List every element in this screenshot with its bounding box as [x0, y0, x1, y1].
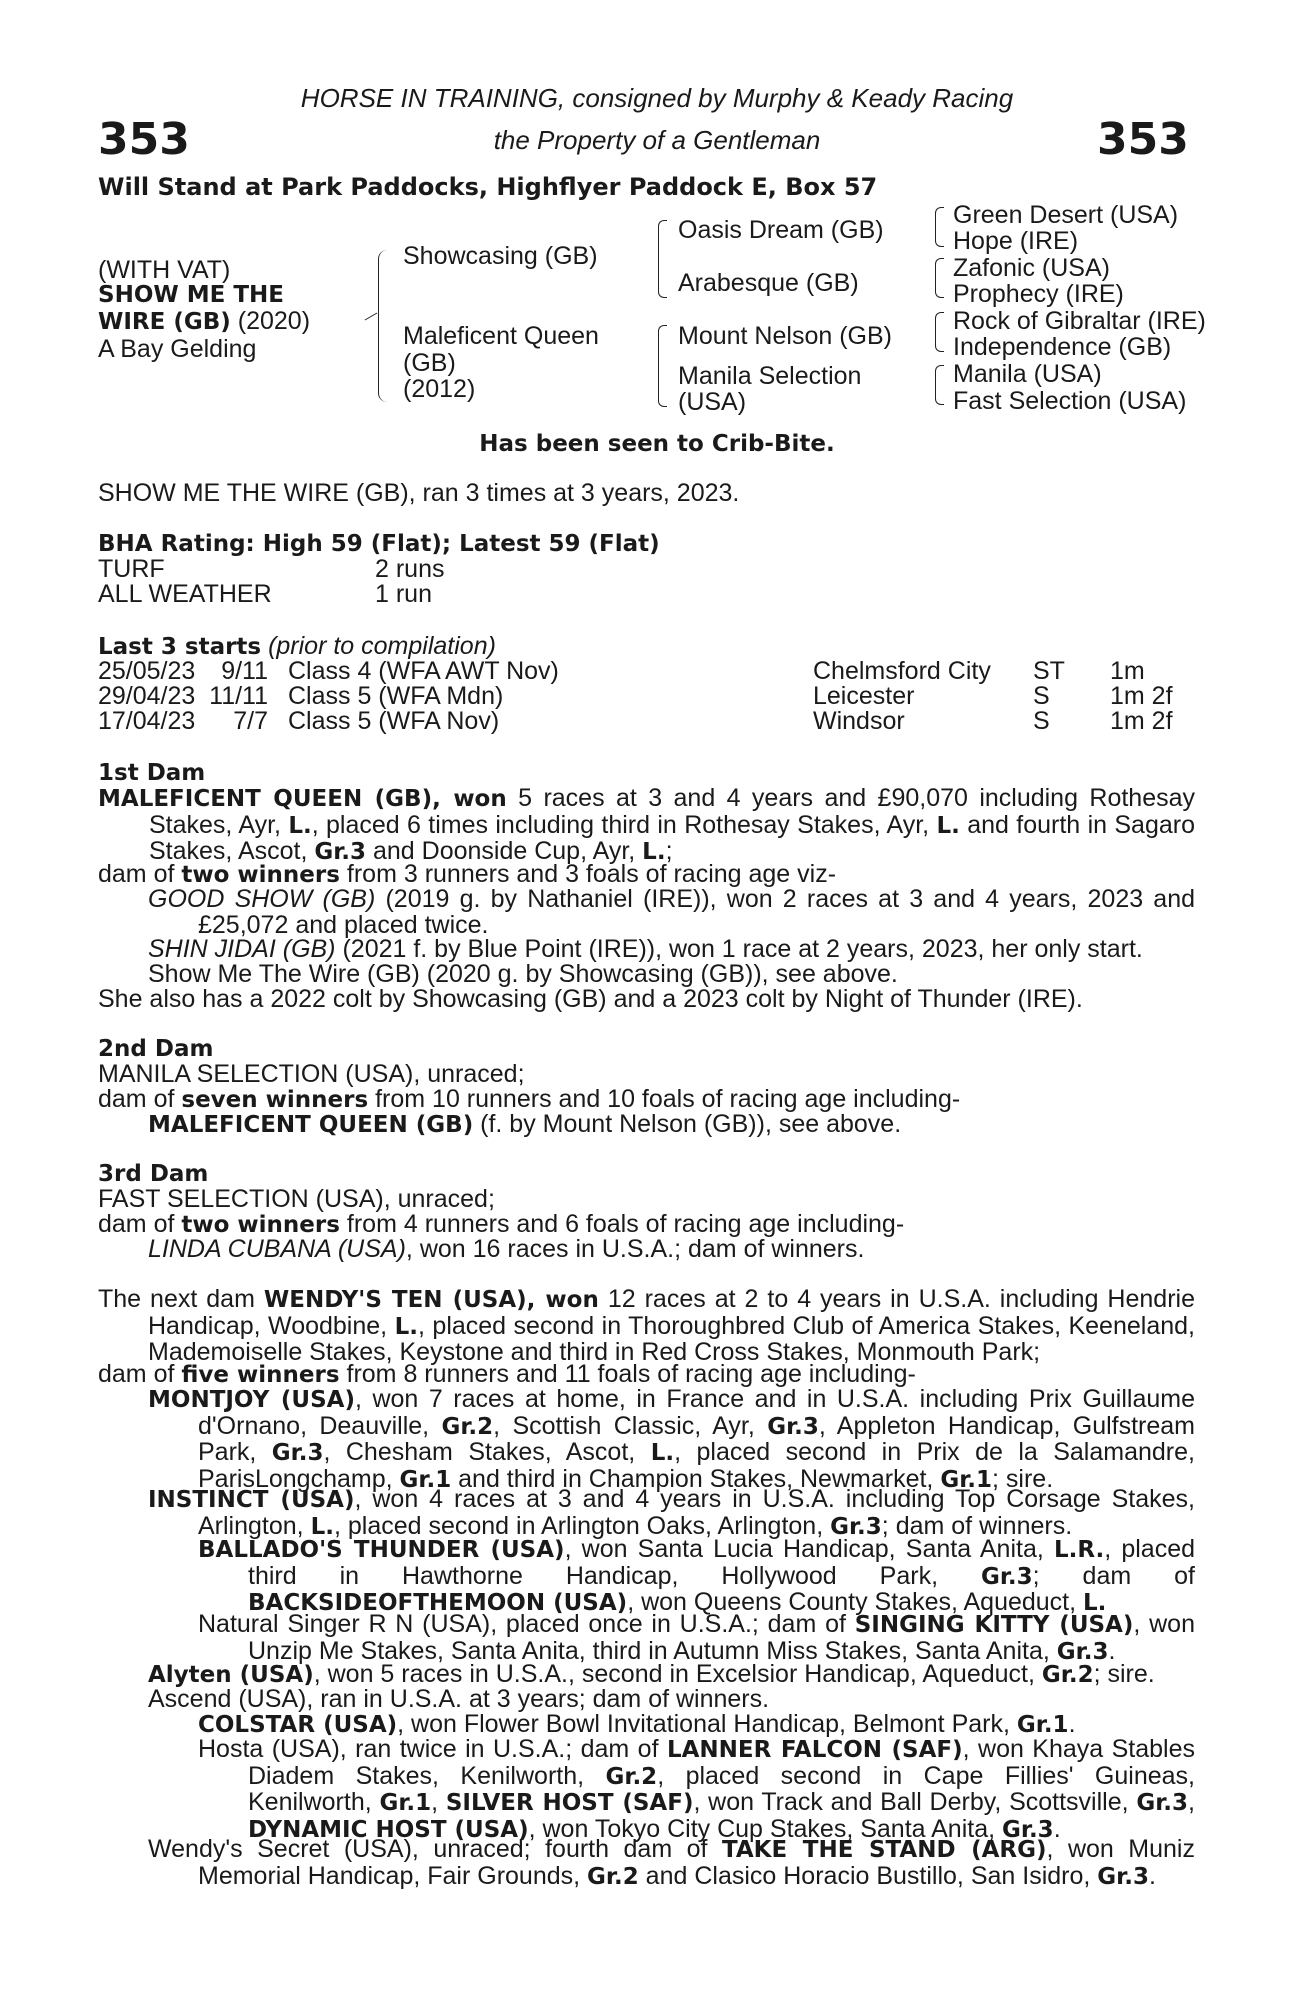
brace-ggs-3	[935, 312, 944, 352]
third-dam-heading: 3rd Dam	[98, 1161, 209, 1187]
start-dist: 1m 2f	[1110, 682, 1173, 710]
start-dist: 1m	[1110, 657, 1145, 685]
brace-dam-line	[658, 325, 667, 407]
record-text: ;	[665, 837, 673, 865]
start-date: 25/05/23	[98, 657, 196, 685]
produce-hosta: Hosta (USA), ran twice in U.S.A.; dam of LANNER FALCON (SAF), won Khaya Stables Diadem Stakes, Kenilworth, Gr.2, placed second in Cape Fillies' Guineas, Kenilworth, Gr.1, SILVER HOST (SAF), won Track and Ball Derby, Scottsville, Gr.3, DYNAMIC HOST (USA), won Tokyo City Cup Stakes, Santa Anita, Gr.3.	[198, 1735, 1196, 1843]
first-dam-heading: 1st Dam	[98, 760, 206, 786]
start-date: 17/04/23	[98, 707, 196, 735]
start-course: Chelmsford City	[813, 657, 991, 685]
produce-colstar: COLSTAR (USA), won Flower Bowl Invitational Handicap, Belmont Park, Gr.1.	[198, 1710, 1076, 1738]
ggs-manila: Manila (USA)	[953, 360, 1102, 388]
third-dam-name: FAST SELECTION (USA), unraced;	[98, 1185, 495, 1213]
sire-sire: Oasis Dream (GB)	[678, 216, 884, 244]
listed-badge: L.	[288, 812, 312, 839]
runs-aw: 1 run	[375, 580, 432, 608]
ggs-zafonic: Zafonic (USA)	[953, 254, 1110, 282]
dam-line2: (GB)	[403, 349, 456, 377]
start-dist: 1m 2f	[1110, 707, 1173, 735]
brace-point	[365, 313, 378, 321]
ggs-fast-selection: Fast Selection (USA)	[953, 387, 1187, 415]
start-race: Class 4 (WFA AWT Nov)	[288, 657, 559, 685]
first-dam-damof: dam of two winners from 3 runners and 3 foals of racing age viz-	[98, 860, 837, 888]
produce-alyten: Alyten (USA), won 5 races in U.S.A., second in Excelsior Handicap, Aqueduct, Gr.2; sire.	[148, 1660, 1155, 1688]
next-dam-name: WENDY'S TEN (USA)	[263, 1287, 527, 1313]
surface-aw: ALL WEATHER	[98, 580, 272, 608]
starts-table	[98, 659, 1198, 739]
produce-ballados-thunder: BALLADO'S THUNDER (USA), won Santa Lucia Handicap, Santa Anita, L.R., placed third in Hawthorne Handicap, Hollywood Park, Gr.3; dam of BACKSIDEOFTHEMOON (USA), won Queens County Stakes, Aqueduct, L.	[198, 1535, 1196, 1616]
start-course: Windsor	[813, 707, 905, 735]
second-dam-heading: 2nd Dam	[98, 1036, 214, 1062]
dam-line1: Maleficent Queen	[403, 322, 599, 350]
second-dam-name: MANILA SELECTION (USA), unraced;	[98, 1060, 525, 1088]
first-dam-record	[47, 786, 1195, 866]
produce-wendys-secret: Wendy's Secret (USA), unraced; fourth dam of TAKE THE STAND (ARG), won Muniz Memorial Handicap, Fair Grounds, Gr.2 and Clasico Horacio Bustillo, San Isidro, Gr.3.	[148, 1835, 1195, 1890]
first-dam-also: She also has a 2022 colt by Showcasing (GB) and a 2023 colt by Night of Thunder (IRE).	[98, 985, 1083, 1013]
race-summary: SHOW ME THE WIRE (GB), ran 3 times at 3 years, 2023.	[98, 479, 740, 507]
dam-line3: (2012)	[403, 375, 476, 403]
start-going: ST	[1033, 657, 1065, 685]
produce-ascend: Ascend (USA), ran in U.S.A. at 3 years; dam of winners.	[148, 1685, 770, 1713]
runs-turf: 2 runs	[375, 555, 445, 583]
listed-badge: L.	[936, 812, 960, 839]
produce-name: SHIN JIDAI (GB)	[148, 935, 336, 963]
ggs-prophecy: Prophecy (IRE)	[953, 280, 1124, 308]
horse-name-line2	[98, 309, 310, 336]
won-label: won	[545, 1287, 599, 1313]
horse-year: (2020)	[237, 307, 311, 335]
property-title: the Property of a Gentleman	[493, 125, 821, 155]
stand-location: Will Stand at Park Paddocks, Highflyer Paddock E, Box 57	[98, 173, 878, 201]
group-badge: Gr.3	[314, 839, 367, 865]
winners-count: two winners	[181, 1212, 340, 1238]
produce-shin-jidai: SHIN JIDAI (GB) (2021 f. by Blue Point (IRE)), won 1 race at 2 years, 2023, her only start.	[148, 935, 1143, 963]
ggs-hope: Hope (IRE)	[953, 227, 1079, 255]
produce-name: LINDA CUBANA (USA)	[148, 1235, 406, 1263]
brace-ggs-1	[935, 207, 944, 247]
record-text: and Doonside Cup, Ayr,	[366, 837, 643, 865]
winners-count: seven winners	[181, 1087, 369, 1113]
produce-instinct: INSTINCT (USA), won 4 races at 3 and 4 years in U.S.A. including Top Corsage Stakes, Arlington, L., placed second in Arlington Oaks, Arlington, Gr.3; dam of winners.	[148, 1485, 1195, 1540]
second-dam-produce: MALEFICENT QUEEN (GB) (f. by Mount Nelson (GB)), see above.	[148, 1110, 902, 1138]
second-dam-damof: dam of seven winners from 10 runners and 10 foals of racing age including-	[98, 1085, 961, 1113]
start-pos: 9/11	[221, 657, 268, 685]
start-pos: 7/7	[233, 707, 268, 735]
first-dam-name: MALEFICENT QUEEN (GB)	[98, 786, 433, 812]
brace-ggs-4	[935, 365, 944, 405]
sire-dam: Arabesque (GB)	[678, 269, 859, 297]
produce-name: MALEFICENT QUEEN (GB)	[148, 1112, 474, 1138]
surface-turf: TURF	[98, 555, 165, 583]
third-dam-damof: dam of two winners from 4 runners and 6 foals of racing age including-	[98, 1210, 905, 1238]
next-dam-damof: dam of five winners from 8 runners and 11 foals of racing age including-	[98, 1360, 916, 1388]
ggs-independence: Independence (GB)	[953, 333, 1172, 361]
produce-show-me-the-wire: Show Me The Wire (GB) (2020 g. by Showcasing (GB)), see above.	[148, 960, 898, 988]
ggs-green-desert: Green Desert (USA)	[953, 201, 1179, 229]
horse-description: A Bay Gelding	[98, 335, 257, 363]
produce-name: MONTJOY (USA)	[148, 1387, 355, 1413]
produce-name: Alyten (USA)	[148, 1662, 314, 1688]
start-race: Class 5 (WFA Mdn)	[288, 682, 504, 710]
produce-name: SINGING KITTY (USA)	[854, 1612, 1134, 1638]
listed-badge: L.	[394, 1313, 418, 1340]
record-text: , placed 6 times including third in Rothesay Stakes, Ayr,	[311, 810, 937, 839]
produce-name: GOOD SHOW (GB)	[148, 885, 376, 913]
produce-name: COLSTAR (USA)	[198, 1712, 398, 1738]
last-starts-subtitle: (prior to compilation)	[268, 632, 496, 660]
lot-number-left: 353	[98, 114, 190, 165]
dam-sire: Mount Nelson (GB)	[678, 322, 892, 350]
listed-badge: L.	[642, 839, 666, 865]
third-dam-produce: LINDA CUBANA (USA), won 16 races in U.S.A.; dam of winners.	[148, 1235, 865, 1263]
brace-sire-line	[658, 220, 667, 298]
start-course: Leicester	[813, 682, 915, 710]
dam-dam-line2: (USA)	[678, 388, 747, 416]
produce-natural-singer: Natural Singer R N (USA), placed once in U.S.A.; dam of SINGING KITTY (USA), won Unzip Me Stakes, Santa Anita, third in Autumn Miss Stakes, Santa Anita, Gr.3.	[198, 1610, 1195, 1665]
horse-name: WIRE (GB)	[98, 309, 231, 335]
start-pos: 11/11	[209, 682, 268, 710]
vat-note: (WITH VAT)	[98, 256, 231, 284]
produce-montjoy: MONTJOY (USA), won 7 races at home, in France and in U.S.A. including Prix Guillaume d'Ornano, Deauville, Gr.2, Scottish Classic, Ayr, Gr.3, Appleton Handicap, Gulfstream Park, Gr.3, Chesham Stakes, Ascot, L., placed second in Prix de la Salamandre, ParisLongchamp, Gr.1 and third in Champion Stakes, Newmarket, Gr.1; sire.	[148, 1385, 1195, 1493]
sire: Showcasing (GB)	[403, 242, 598, 270]
pedigree-brace-main	[378, 250, 387, 402]
winners-count: five winners	[181, 1362, 340, 1388]
start-going: S	[1033, 707, 1050, 735]
consignment-title: HORSE IN TRAINING, consigned by Murphy & Keady Racing	[300, 83, 1014, 113]
won-label: won	[453, 786, 507, 812]
start-going: S	[1033, 682, 1050, 710]
record-text: and fourth in Sagaro Stakes, Ascot,	[149, 810, 1195, 865]
crib-bite-note: Has been seen to Crib-Bite.	[479, 431, 835, 457]
start-date: 29/04/23	[98, 682, 196, 710]
last-starts-title: Last 3 starts	[98, 634, 262, 660]
lot-number-right: 353	[1097, 114, 1189, 165]
produce-good-show: GOOD SHOW (GB) (2019 g. by Nathaniel (IRE)), won 2 races at 3 and 4 years, 2023 and £25,072 and placed twice.	[148, 885, 1196, 939]
bha-rating: BHA Rating: High 59 (Flat); Latest 59 (Flat)	[98, 531, 660, 557]
produce-name: BALLADO'S THUNDER (USA)	[198, 1537, 565, 1563]
record-text: 5 races at 3 and 4 years and £90,070 including Rothesay Stakes, Ayr,	[149, 784, 1196, 839]
winners-count: two winners	[181, 862, 340, 888]
horse-name-line1: SHOW ME THE	[98, 282, 284, 308]
dam-dam-line1: Manila Selection	[678, 362, 862, 390]
produce-name: INSTINCT (USA)	[148, 1487, 355, 1513]
first-dam-para: MALEFICENT QUEEN (GB), won 5 races at 3 and 4 years and £90,070 including Rothesay Stakes, Ayr, L., placed 6 times including third in Rothesay Stakes, Ayr, L. and fourth in Sagaro Stakes, Ascot, Gr.3 and Doonside Cup, Ayr, L.;	[98, 784, 1196, 865]
ggs-rock-of-gibraltar: Rock of Gibraltar (IRE)	[953, 307, 1206, 335]
start-race: Class 5 (WFA Nov)	[288, 707, 500, 735]
brace-ggs-2	[935, 258, 944, 298]
next-dam-record: The next dam WENDY'S TEN (USA), won 12 races at 2 to 4 years in U.S.A. including Hendrie Handicap, Woodbine, L., placed second in Thoroughbred Club of America Stakes, Keeneland, Mademoiselle Stakes, Keystone and third in Red Cross Stakes, Monmouth Park;	[98, 1285, 1195, 1366]
